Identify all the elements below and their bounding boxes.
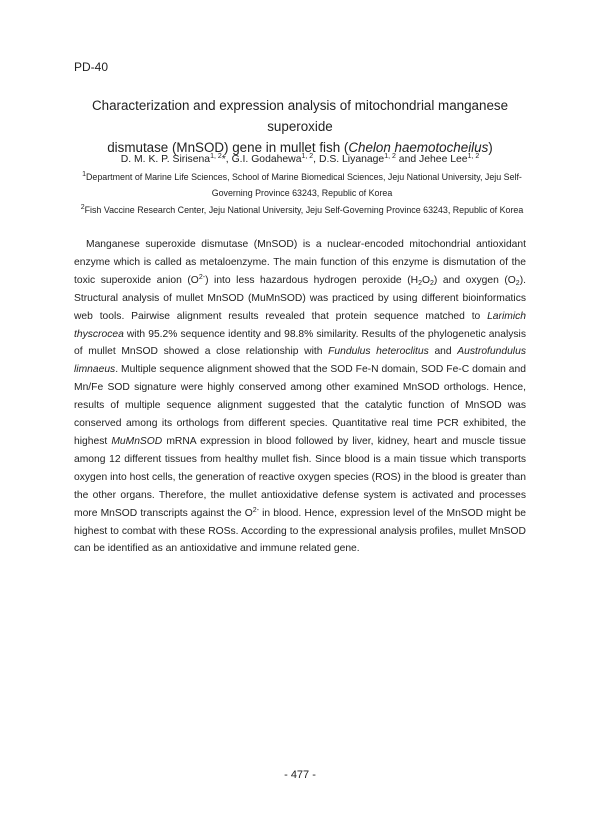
gene-name: MuMnSOD (111, 435, 163, 447)
page-id: PD-40 (74, 60, 109, 74)
affiliation-mark: 1 (82, 171, 86, 178)
abstract-text: ). Structural analysis of mullet MnSOD (MuMnSOD) was practiced by using different bioinformatics web tools. Pairwise alignment results revealed that protein sequence matched to (74, 274, 526, 322)
title-species: Chelon haemotocheilus (348, 140, 489, 155)
author-separator: and (395, 154, 420, 165)
author-name: D. M. K. P. Sirisena (120, 154, 211, 165)
superscript: 2- (198, 273, 206, 281)
author-separator: *, (221, 154, 232, 165)
author-separator: , (313, 154, 319, 165)
author-affiliation-mark: 1, 2 (301, 153, 314, 160)
abstract-text: ) into less hazardous hydrogen peroxide (H (205, 274, 419, 286)
affiliation-mark: 2 (80, 204, 85, 211)
paper-title (60, 95, 540, 158)
superscript: 2- (252, 506, 259, 514)
page-number: - 477 - (284, 769, 316, 781)
abstract-body (74, 236, 526, 558)
subscript: 2 (418, 279, 422, 287)
subscript: 2 (515, 279, 520, 287)
abstract-text: in blood. Hence, expression level of the MnSOD might be highest to combat with these ROSs. According to the expressional analysis profiles, mullet MnSOD can be identified as an antioxidative and immune related gene. (74, 507, 526, 555)
species-name: Austrofundulus limnaeus (74, 346, 526, 376)
author-name: Jehee Lee (419, 154, 468, 165)
abstract-text: with 95.2% sequence identity and 98.8% similarity. Results of the phylogenetic analysis of mullet MnSOD showed a close relationship with (74, 328, 526, 358)
abstract-text: . Multiple sequence alignment showed that the SOD Fe-N domain, SOD Fe-C domain and Mn/Fe SOD signature were highly conserved among other examined MnSOD orthologs. Hence, results of multiple sequence alignment suggested that the catalytic function of MnSOD was conserved among its orthologs from different species. Quantitative real time PCR exhibited, the highest (74, 364, 526, 447)
title-line-2-post: ) (488, 140, 493, 155)
author-affiliation-mark: 1, 2 (210, 153, 222, 160)
title-line-2-pre: dismutase (MnSOD) gene in mullet fish ( (107, 140, 349, 155)
affiliation-2 (72, 202, 532, 218)
species-name: Fundulus heteroclitus (328, 346, 429, 358)
abstract-text: and (428, 346, 458, 358)
abstract-text: O (421, 274, 430, 286)
affiliation-text: Department of Marine Life Sciences, School of Marine Biomedical Sciences, Jeju National University, Jeju Self-Governing Province 63243, Republic of Korea (86, 172, 522, 198)
subscript: 2 (430, 279, 434, 287)
affiliation-text: Fish Vaccine Research Center, Jeju National University, Jeju Self-Governing Province 63243, Republic of Korea (84, 205, 524, 215)
author-affiliation-mark: 1, 2 (384, 153, 396, 160)
title-line-1: Characterization and expression analysis of mitochondrial manganese superoxide (91, 98, 509, 134)
affiliation-1 (72, 169, 532, 201)
abstract-text: Manganese superoxide dismutase (MnSOD) is a nuclear-encoded mitochondrial antioxidant enzyme which is called as metaloenzyme. The main function of this enzyme is dismutation of the toxic superoxide anion (O (74, 239, 526, 286)
author-name: D.S. Liyanage (318, 154, 385, 165)
author-affiliation-mark: 1, 2 (467, 153, 480, 160)
species-name: Larimich thyscrocea (74, 310, 526, 340)
author-list (60, 153, 540, 167)
abstract-text: ) and oxygen (O (433, 274, 516, 286)
abstract-text: mRNA expression in blood followed by liver, kidney, heart and muscle tissue among 12 different tissues from healthy mullet fish. Since blood is a main tissue which transports oxygen into host cells, the generation of reactive oxygen species (ROS) in the blood is greater than the other organs. Therefore, the mullet antioxidative defense system is activated and processes more MnSOD transcripts against the O (74, 435, 526, 519)
author-name: G.I. Godahewa (231, 154, 302, 165)
